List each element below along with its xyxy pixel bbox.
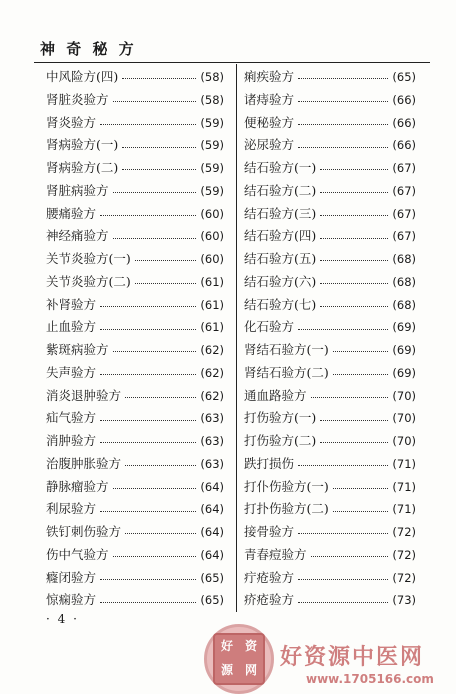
toc-entry: [244, 294, 416, 317]
dot-leader: [100, 601, 196, 603]
toc-entry: [244, 157, 416, 180]
toc-entry-page: (67): [392, 183, 416, 198]
toc-entry: [46, 66, 224, 89]
toc-entry-title: 消炎退肿验方: [46, 387, 122, 403]
toc-entry-title: 疝气验方: [46, 410, 97, 426]
dot-leader: [320, 441, 388, 443]
toc-entry-title: 关节炎验方(一): [46, 251, 131, 266]
toc-entry-page: (62): [200, 343, 224, 357]
dot-leader: [125, 464, 196, 466]
toc-entry: [46, 157, 224, 180]
toc-entry-title: 治腹肿胀验方: [46, 455, 122, 471]
toc-entry-page: (59): [200, 138, 224, 153]
toc-entry-page: (59): [200, 115, 224, 130]
stamp-char: 源: [220, 663, 233, 677]
toc-entry: [46, 134, 224, 157]
toc-entry-page: (71): [392, 456, 416, 471]
toc-entry-title: 结石验方(三): [244, 205, 317, 221]
toc-entry-title: 补肾验方: [46, 296, 97, 312]
toc-entry-title: 结石验方(七): [244, 296, 317, 312]
toc-entry: [244, 567, 416, 590]
toc-entry-page: (71): [392, 479, 416, 494]
toc-entry-title: 伤中气验方: [46, 546, 109, 562]
toc-entry-title: 泌尿验方: [244, 137, 295, 153]
toc-entry: [244, 271, 416, 294]
toc-entry-title: 青春痘验方: [244, 546, 307, 562]
toc-entry-page: (67): [392, 206, 416, 221]
toc-entry: [46, 362, 224, 385]
dot-leader: [320, 259, 388, 261]
toc-entry-page: (60): [200, 229, 224, 244]
dot-leader: [122, 77, 196, 79]
toc-entry: [244, 180, 416, 203]
toc-entry-title: 失声验方: [46, 364, 97, 380]
toc-entry: [46, 339, 224, 362]
toc-entry-page: (63): [200, 411, 224, 426]
dot-leader: [113, 350, 197, 352]
toc-entry-title: 痢疾验方: [244, 69, 295, 84]
stamp-seal: [213, 633, 265, 685]
toc-entry-title: 结石验方(一): [244, 160, 317, 175]
dot-leader: [113, 191, 197, 193]
toc-entry: [244, 589, 416, 612]
toc-entry-page: (64): [200, 479, 224, 494]
dot-leader: [298, 532, 388, 534]
dot-leader: [100, 578, 196, 580]
toc-entry-page: (64): [200, 525, 224, 539]
toc-entry: [46, 203, 224, 226]
dot-leader: [125, 532, 196, 534]
toc-entry-title: 疥疮验方: [244, 592, 295, 608]
toc-entry-page: (68): [392, 252, 416, 266]
toc-entry: [46, 248, 224, 271]
toc-entry-page: (70): [392, 388, 416, 403]
toc-entry-page: (69): [392, 320, 416, 335]
toc-entry-title: 打仆伤验方(一): [244, 478, 329, 494]
toc-entry-title: 肾病验方(一): [46, 137, 119, 153]
toc-entry-title: 肾脏炎验方: [46, 91, 109, 107]
dot-leader: [100, 419, 196, 421]
dot-leader: [298, 464, 388, 466]
toc-entry-page: (72): [392, 547, 416, 562]
toc-right-column: [244, 66, 416, 612]
toc-entry-page: (58): [200, 92, 224, 107]
toc-entry-title: 跌打损伤: [244, 455, 295, 471]
toc-entry-title: 化石验方: [244, 319, 295, 335]
toc-entry-page: (62): [200, 388, 224, 403]
dot-leader: [333, 350, 389, 352]
dot-leader: [320, 168, 388, 170]
dot-leader: [320, 237, 388, 239]
toc-entry: [46, 294, 224, 317]
toc-entry: [244, 453, 416, 476]
toc-entry-page: (60): [200, 252, 224, 266]
toc-entry-title: 结石验方(二): [244, 182, 317, 198]
toc-entry-page: (66): [392, 138, 416, 153]
toc-entry: [244, 89, 416, 112]
toc-entry-page: (60): [200, 206, 224, 221]
dot-leader: [100, 373, 196, 375]
dot-leader: [100, 214, 196, 216]
dot-leader: [113, 100, 197, 102]
toc-entry-title: 腰痛验方: [46, 205, 97, 221]
toc-entry-title: 肾炎验方: [46, 114, 97, 130]
toc-entry: [46, 180, 224, 203]
toc-entry-title: 止血验方: [46, 319, 97, 335]
dot-leader: [311, 555, 389, 557]
toc-entry: [46, 521, 224, 544]
toc-entry-page: (71): [392, 502, 416, 517]
toc-entry-page: (65): [200, 593, 224, 608]
toc-entry-title: 利尿验方: [46, 501, 97, 517]
toc-entry: [244, 498, 416, 521]
toc-entry-title: 肾结石验方(一): [244, 342, 329, 357]
toc-entry: [244, 66, 416, 89]
toc-entry-page: (61): [200, 320, 224, 335]
toc-entry-title: 关节炎验方(二): [46, 273, 131, 289]
dot-leader: [100, 305, 196, 307]
toc-entry: [244, 430, 416, 453]
toc-entry-title: 肾病验方(二): [46, 160, 119, 175]
toc-entry-title: 诸痔验方: [244, 91, 295, 107]
dot-leader: [100, 328, 196, 330]
toc-entry: [244, 544, 416, 567]
toc-entry: [46, 453, 224, 476]
page-number: · 4 ·: [46, 612, 79, 626]
dot-leader: [298, 100, 388, 102]
toc-entry-title: 便秘验方: [244, 114, 295, 130]
dot-leader: [135, 282, 197, 284]
toc-entry: [244, 385, 416, 408]
toc-entry-page: (70): [392, 411, 416, 426]
toc-entry-page: (72): [392, 525, 416, 539]
toc-left-column: [46, 66, 224, 612]
toc-entry-title: 通血路验方: [244, 387, 307, 403]
dot-leader: [298, 601, 388, 603]
toc-entry-title: 肾结石验方(二): [244, 364, 329, 380]
dot-leader: [298, 123, 388, 125]
stamp-char: 网: [244, 663, 257, 677]
toc-entry-page: (64): [200, 502, 224, 517]
stamp-char: 资: [244, 639, 257, 653]
toc-entry-page: (72): [392, 570, 416, 585]
toc-entry-page: (69): [392, 365, 416, 380]
dot-leader: [298, 578, 388, 580]
header-rule: [34, 62, 430, 63]
toc-entry: [46, 430, 224, 453]
toc-entry-page: (58): [200, 70, 224, 84]
toc-entry: [244, 521, 416, 544]
toc-entry: [46, 271, 224, 294]
toc-entry-page: (65): [200, 570, 224, 585]
toc-entry-title: 结石验方(四): [244, 228, 317, 244]
dot-leader: [298, 328, 388, 330]
toc-entry: [244, 248, 416, 271]
dot-leader: [122, 146, 196, 148]
toc-entry: [46, 89, 224, 112]
watermark-url: www.1705166.com: [306, 672, 434, 686]
toc-entry-page: (65): [392, 70, 416, 84]
toc-entry: [244, 225, 416, 248]
dot-leader: [320, 191, 388, 193]
toc-entry-page: (67): [392, 229, 416, 244]
dot-leader: [122, 168, 196, 170]
dot-leader: [333, 487, 389, 489]
toc-entry-page: (70): [392, 434, 416, 448]
dot-leader: [135, 259, 197, 261]
toc-entry: [46, 544, 224, 567]
dot-leader: [333, 373, 389, 375]
toc-entry: [46, 225, 224, 248]
dot-leader: [320, 282, 388, 284]
toc-entry-title: 静脉瘤验方: [46, 478, 109, 494]
toc-entry: [46, 567, 224, 590]
dot-leader: [100, 510, 196, 512]
toc-entry-page: (69): [392, 343, 416, 357]
book-title: 神 奇 秘 方: [40, 40, 137, 58]
dot-leader: [113, 237, 197, 239]
toc-entry: [46, 589, 224, 612]
dot-leader: [298, 77, 388, 79]
watermark-text: 好资源中医网: [280, 645, 425, 670]
toc-entry: [244, 203, 416, 226]
toc-entry-page: (59): [200, 183, 224, 198]
toc-entry: [46, 316, 224, 339]
toc-entry-title: 疔疮验方: [244, 569, 295, 585]
toc-entry-title: 消肿验方: [46, 433, 97, 448]
toc-entry: [244, 476, 416, 499]
toc-entry: [244, 316, 416, 339]
dot-leader: [125, 396, 196, 398]
toc-entry-page: (62): [200, 365, 224, 380]
dot-leader: [113, 555, 197, 557]
toc-entry-page: (68): [392, 274, 416, 289]
toc-entry-title: 紫斑病验方: [46, 342, 109, 357]
toc-entry-page: (61): [200, 274, 224, 289]
toc-entry: [244, 134, 416, 157]
toc-entry-title: 结石验方(五): [244, 251, 317, 266]
toc-entry-title: 打扑伤验方(二): [244, 501, 329, 517]
toc-entry-page: (73): [392, 593, 416, 608]
toc-entry: [244, 407, 416, 430]
toc-entry-page: (63): [200, 456, 224, 471]
dot-leader: [320, 305, 388, 307]
toc-entry-title: 肾脏病验方: [46, 182, 109, 198]
toc-entry: [244, 339, 416, 362]
column-divider: [236, 64, 237, 612]
toc-entry-title: 结石验方(六): [244, 273, 317, 289]
toc-entry: [46, 112, 224, 135]
toc-entry-title: 铁钉刺伤验方: [46, 524, 122, 539]
toc-entry-title: 打伤验方(二): [244, 433, 317, 448]
toc-entry-page: (66): [392, 115, 416, 130]
dot-leader: [311, 396, 389, 398]
toc-entry-page: (68): [392, 297, 416, 312]
toc-entry-title: 癃闭验方: [46, 569, 97, 585]
toc-entry: [46, 498, 224, 521]
toc-entry: [46, 476, 224, 499]
dot-leader: [320, 214, 388, 216]
toc-entry: [244, 112, 416, 135]
toc-entry-page: (64): [200, 547, 224, 562]
toc-entry-page: (63): [200, 434, 224, 448]
dot-leader: [100, 441, 196, 443]
toc-entry-title: 接骨验方: [244, 524, 295, 539]
toc-entry: [46, 407, 224, 430]
toc-entry-page: (59): [200, 161, 224, 175]
dot-leader: [333, 510, 389, 512]
toc-entry-title: 神经痛验方: [46, 228, 109, 244]
dot-leader: [298, 146, 388, 148]
toc-entry-title: 惊痫验方: [46, 592, 97, 608]
dot-leader: [113, 487, 197, 489]
toc-entry-title: 中风险方(四): [46, 69, 119, 84]
dot-leader: [100, 123, 196, 125]
toc-entry-title: 打伤验方(一): [244, 410, 317, 426]
toc-entry-page: (61): [200, 297, 224, 312]
stamp-char: 好: [220, 639, 233, 653]
toc-entry-page: (67): [392, 161, 416, 175]
toc-entry: [244, 362, 416, 385]
dot-leader: [320, 419, 388, 421]
watermark-stamp: [204, 624, 274, 694]
toc-entry: [46, 385, 224, 408]
toc-entry-page: (66): [392, 92, 416, 107]
